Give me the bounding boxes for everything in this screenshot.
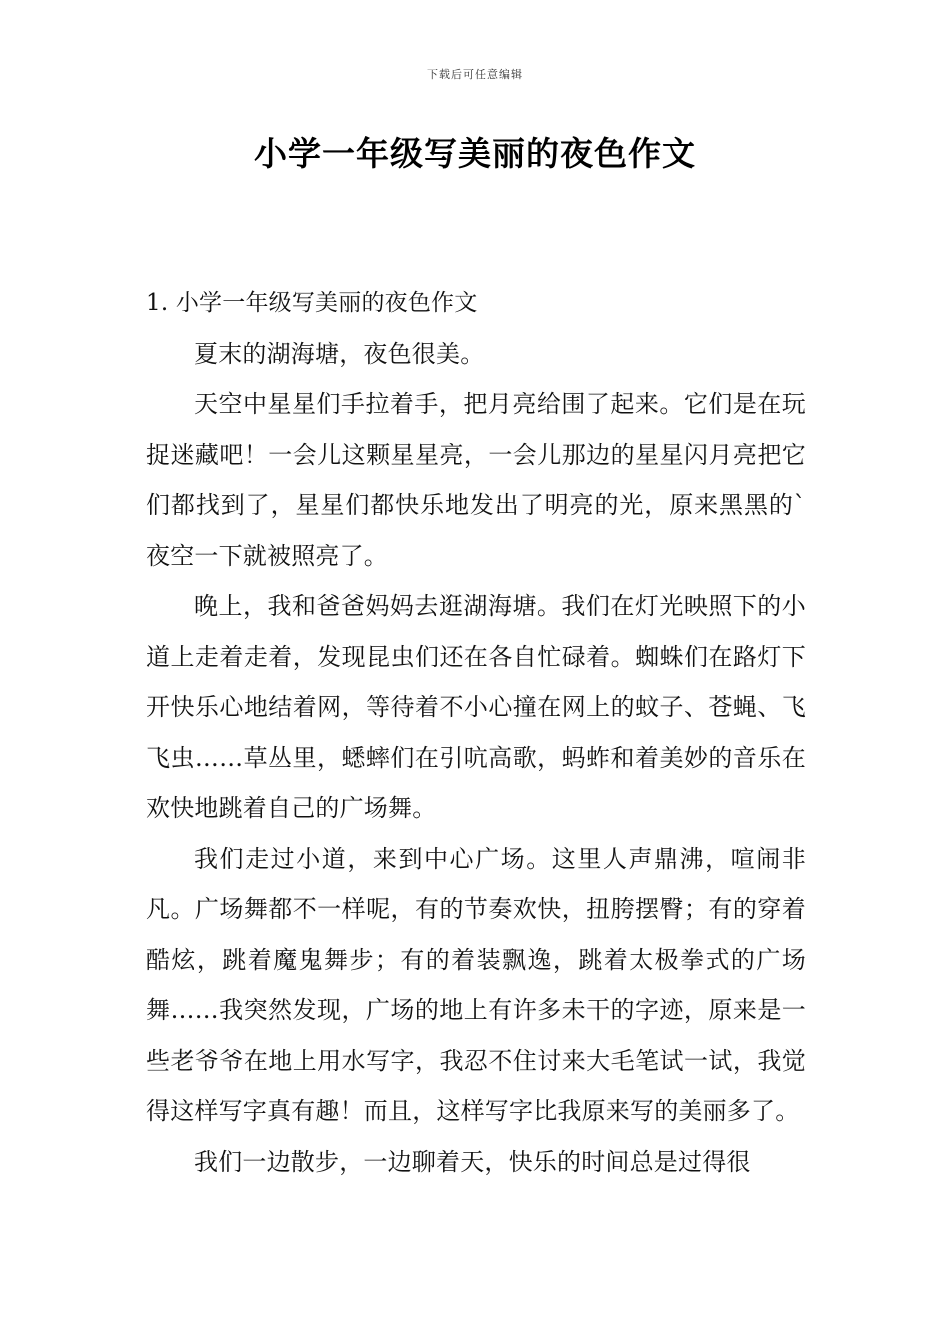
section-heading: 1. 小学一年级写美丽的夜色作文 bbox=[146, 290, 478, 316]
paragraph-2: 天空中星星们手拉着手，把月亮给围了起来。它们是在玩捉迷藏吧！一会儿这颗星星亮，一会儿那边的星星闪月亮把它们都找到了，星星们都快乐地发出了明亮的光，原来黑黑的`夜空一下就被照亮了。 bbox=[146, 390, 806, 570]
paragraph-5: 我们一边散步，一边聊着天，快乐的时间总是过得很 bbox=[194, 1147, 751, 1176]
document-body bbox=[146, 278, 806, 1187]
paragraph-3: 晚上，我和爸爸妈妈去逛湖海塘。我们在灯光映照下的小道上走着走着，发现昆虫们还在各自忙碌着。蜘蛛们在路灯下开快乐心地结着网，等待着不小心撞在网上的蚊子、苍蝇、飞飞虫……草丛里，蟋蟀们在引吭高歌，蚂蚱和着美妙的音乐在欢快地跳着自己的广场舞。 bbox=[146, 592, 806, 822]
header-note: 下载后可任意编辑 bbox=[427, 68, 523, 81]
paragraph-4: 我们走过小道，来到中心广场。这里人声鼎沸，喧闹非凡。广场舞都不一样呢，有的节奏欢快，扭胯摆臀；有的穿着酷炫，跳着魔鬼舞步；有的着装飘逸，跳着太极拳式的广场舞……我突然发现，广场的地上有许多未干的字迹，原来是一些老爷爷在地上用水写字，我忍不住讨来大毛笔试一试，我觉得这样写字真有趣！而且，这样写字比我原来写的美丽多了。 bbox=[146, 844, 806, 1125]
paragraph-1: 夏末的湖海塘，夜色很美。 bbox=[194, 339, 485, 368]
document-title: 小学一年级写美丽的夜色作文 bbox=[254, 134, 696, 173]
